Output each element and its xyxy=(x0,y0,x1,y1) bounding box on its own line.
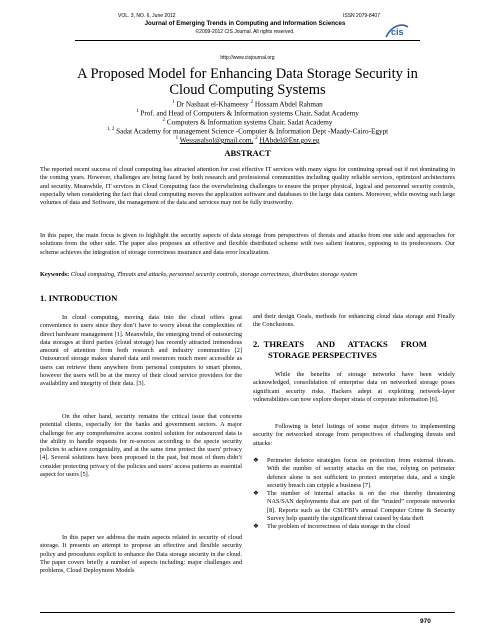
journal-url: http://www.cisjournal.org xyxy=(220,55,275,61)
email-link-2[interactable]: HAbdel@Enr.gov.eg xyxy=(259,136,320,145)
email2-sup: 2 xyxy=(255,136,258,141)
section-2-heading-line-2: STORAGE PERSPECTIVES xyxy=(268,349,377,360)
threats-list xyxy=(253,457,455,532)
abstract-heading: ABSTRACT xyxy=(224,148,271,158)
author1-name: Dr Nashaat el-Khameesy xyxy=(176,100,249,109)
section-2-heading-line-1: 2. THREATS AND ATTACKS FROM xyxy=(253,339,427,349)
header-rule xyxy=(75,40,420,41)
aff1-text: Prof. and Head of Computers & Information systems Chair, Sadat Academy xyxy=(140,109,359,118)
issn: ISSN 2079-8407 xyxy=(343,13,380,19)
list-item xyxy=(253,457,455,490)
journal-name: Journal of Emerging Trends in Computing and Information Sciences xyxy=(144,20,346,27)
intro-paragraph-3: In this paper we address the main aspects related to security of cloud storage. It presents an attempt to propose an effective and flexible security policy and procedures explicit to enhance the Data storage security in the cloud. The paper covers briefly a number of aspects including: major challenges and problems, Cloud Deployment Models xyxy=(40,534,242,575)
list-item-text: Perimeter defence strategies focus on protection from external threats. With the number of security attacks on the rise, relying on perimeter defence alone is not sufficient to protect enterprise data, and a single security breach can cripple a business [7]. xyxy=(267,457,455,489)
author2-name: Hossam Abdel Rahman xyxy=(254,100,323,109)
author2-sup: 2 xyxy=(250,100,254,105)
footer-rule xyxy=(40,612,455,613)
list-item xyxy=(253,523,455,531)
section-2-heading xyxy=(253,339,455,360)
paper-title: A Proposed Model for Enhancing Data Storage Security in Cloud Computing Systems xyxy=(77,66,418,98)
logo-text: cis xyxy=(391,27,404,37)
intro-paragraph-1: In cloud computing, moving data into the cloud offers great convenience to users since they don’t have to worry about the complexities of direct hardware management [1]. Meanwhile, the emerging trend of outsourcing data storages at third parties (cloud storage) has recently attracted tremendous amount of attention from both research and industry communities [2] Outsourced storage makes shared data and resources much more accessible as users can retrieve them anywhere from personal computers to smart phones, however the users will be at the mercy of their cloud service providers for the availability and integrity of their data. [3]. xyxy=(40,314,242,388)
diamond-bullet-icon: ❖ xyxy=(253,457,259,464)
abstract-paragraph-1: The reported recent success of cloud computing has attracted attention for cost effective IT services with many signs for continuing spread out if not dominating in the coming years. However, challenges are being faced by both research and professional communities including quality reliable services, optimized architectures and security. Meanwhile, IT services in Cloud Computing face the overwhelming challenges to ensure the proper physical, logical and personnel security controls, especially when considering the fact that cloud computing moves the application software and databases to the large data canters. Moreover, while moving such large volumes of data and Software, the management of the data and services may not be fully trustworthy. xyxy=(40,166,455,207)
author1-sup: 1 xyxy=(172,100,175,105)
keywords xyxy=(40,271,455,279)
keywords-text: Cloud computing, Threats and attacks, personnel security controls, storage correctness, distributes storage system xyxy=(70,271,358,278)
aff2-sup: 2 xyxy=(162,118,166,123)
section-2-paragraph-2: Following is brief listings of some major drivers to implementing security for networked storage from perspectives of challenging threats and attacks: xyxy=(253,423,455,447)
aff3-text: Sadat Academy for management Science -Computer & Information Dept -Maady-Cairo-Egypt xyxy=(116,127,389,136)
email1-sup: 1 xyxy=(175,136,179,141)
aff1-sup: 1 xyxy=(136,109,139,114)
list-item-text: The problem of incorrectness of data storage in the cloud xyxy=(267,523,410,531)
diamond-bullet-icon: ❖ xyxy=(253,490,259,498)
page-number: 970 xyxy=(420,618,431,625)
list-item-text: The number of internal attacks is on the rise thereby threatening NAS/SAN deployments that are part of the “trusted” corporate networks [8]. Reports such as the CSI/FBI’s annual Computer Crime & Security Survey help quantify the significant threat caused by data theft xyxy=(267,490,455,523)
email-link-1[interactable]: Wessasalsol@gmail.com, xyxy=(179,136,254,145)
keywords-label: Keywords: xyxy=(40,271,70,278)
aff2-text: Computers & Information systems Chair, Sadat Academy xyxy=(166,118,333,127)
section-1-heading: 1. INTRODUCTION xyxy=(40,293,118,303)
copyright: ©2009-2012 CIS Journal. All rights reserved. xyxy=(195,29,295,35)
intro-paragraph-2: On the other hand, security remains the critical issue that concerns potential clients, especially for the banks and government sectors. A major challenge for any comprehensive access control solution for outsourced data is the ability to handle requests for re-sources according to the specie security policies to achieve congeniality, and at the same time protect the users' privacy [4]. Several solutions have been proposed in the past, but most of them didn’t consider protecting privacy of the policies and users' access patterns as essential aspect for users [5]. xyxy=(40,413,242,479)
aff3-sup: 1, 2 xyxy=(106,127,115,132)
abstract-paragraph-2: In this paper, the main focus is given to highlight the security aspects of data storage from perspectives of threats and attacks from one side and approaches for solutions from the other side. The paper also proposes an effective and flexible distributed scheme with two salient features, opposing to its predecessors. Our scheme achieves the integration of storage correctness insurance and data error localization. xyxy=(40,232,455,256)
list-item xyxy=(253,490,455,523)
volume-info: VOL. 3, NO. 6, June 2012 xyxy=(118,13,176,19)
author-emails xyxy=(60,135,435,145)
section-2-paragraph-1: While the benefits of storage networks have been widely acknowledged, consolidation of enterprise data on networked storage poses significant security risks. Hackers adept at exploiting network-layer vulnerabilities can now explore deeper strata of corporate information [6]. xyxy=(253,371,455,403)
diamond-bullet-icon: ❖ xyxy=(253,523,259,531)
right-col-paragraph-0: and their design Goals, methods for enhancing cloud data storage and Finally the Conclusions. xyxy=(253,313,455,329)
